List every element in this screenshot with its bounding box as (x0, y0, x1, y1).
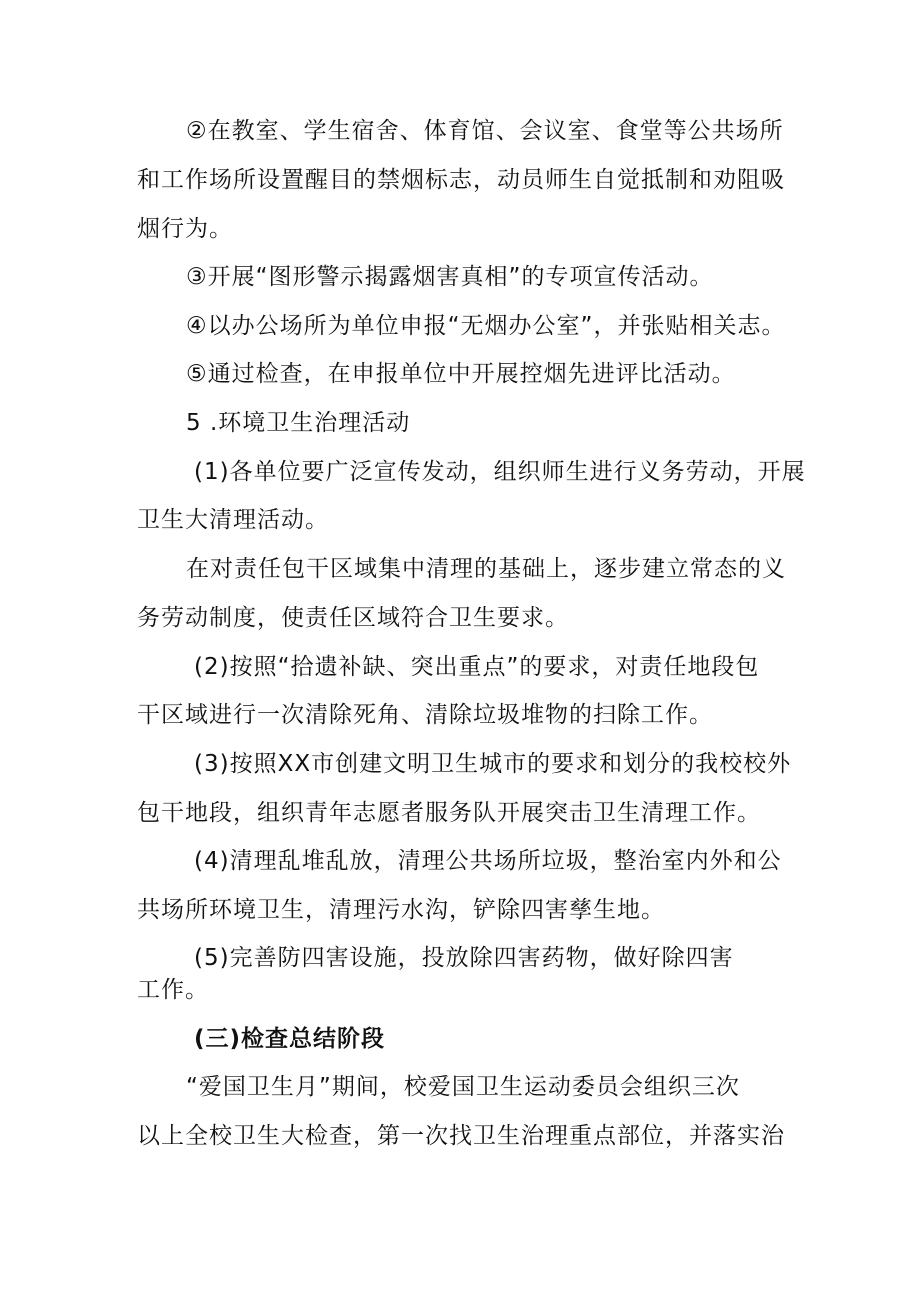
paragraph-item-2-line-1: (2)按照“拾遗补缺、突出重点”的要求，对责任地段包 (194, 654, 760, 680)
paragraph-item-3-line-2: 包干地段，组织青年志愿者服务队开展突击卫生清理工作。 (137, 800, 761, 826)
paragraph-smoking-signs-line-3: 烟行为。 (137, 216, 233, 242)
paragraph-inspection-line-1: “爱国卫生月”期间，校爱国卫生运动委员会组织三次 (186, 1074, 740, 1100)
paragraph-warning-campaign: ③开展“图形警示揭露烟害真相”的专项宣传活动。 (186, 264, 714, 290)
section-heading-inspection: (三)检查总结阶段 (194, 1026, 386, 1052)
paragraph-item-4-line-1: (4)清理乱堆乱放，清理公共场所垃圾，整治室内外和公 (194, 848, 782, 874)
paragraph-item-3-line-1: (3)按照XX市创建文明卫生城市的要求和划分的我校校外 (194, 751, 792, 777)
section-heading-environment: 5 .环境卫生治理活动 (186, 410, 411, 436)
paragraph-item-1-line-2: 卫生大清理活动。 (137, 507, 329, 533)
paragraph-responsibility-area-line-2: 务劳动制度，使责任区域符合卫生要求。 (137, 605, 569, 631)
paragraph-item-5-line-1: (5)完善防四害设施，投放除四害药物，做好除四害 (194, 945, 734, 971)
paragraph-item-4-line-2: 共场所环境卫生，清理污水沟，铲除四害孳生地。 (137, 897, 665, 923)
paragraph-item-2-line-2: 干区域进行一次清除死角、清除垃圾堆物的扫除工作。 (137, 702, 713, 728)
paragraph-smoking-signs-line-2: 和工作场所设置醒目的禁烟标志，动员师生自觉抵制和劝阻吸 (137, 167, 785, 193)
paragraph-tobacco-control-evaluation: ⑤通过检查，在申报单位中开展控烟先进评比活动。 (186, 361, 736, 387)
paragraph-smoking-signs-line-1: ②在教室、学生宿舍、体育馆、会议室、食堂等公共场所 (186, 118, 784, 144)
paragraph-no-smoking-office: ④以办公场所为单位申报“无烟办公室”，并张贴相关志。 (186, 313, 786, 339)
paragraph-item-1-line-1: (1)各单位要广泛宣传发动，组织师生进行义务劳动，开展 (194, 459, 806, 485)
paragraph-inspection-line-2: 以上全校卫生大检查，第一次找卫生治理重点部位，并落实治 (137, 1123, 785, 1149)
paragraph-responsibility-area-line-1: 在对责任包干区域集中清理的基础上，逐步建立常态的义 (186, 556, 786, 582)
paragraph-item-5-line-2: 工作。 (137, 977, 209, 1003)
